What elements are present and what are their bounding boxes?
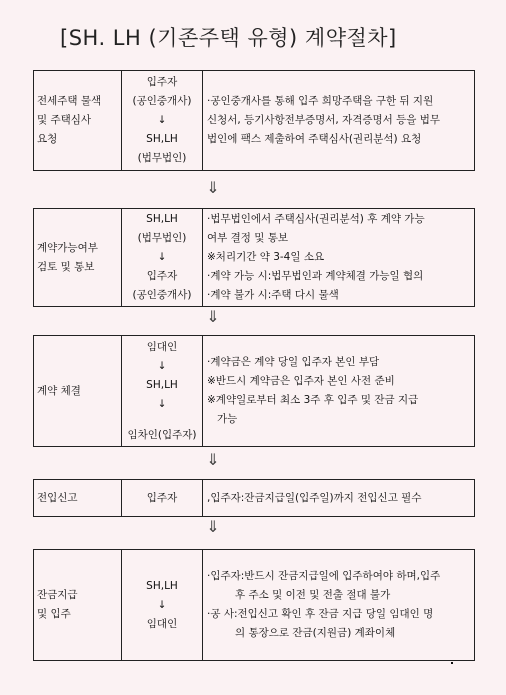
detail-line: ·계약 불가 시:주택 다시 물색 xyxy=(207,289,339,301)
actor-line: 입주자 xyxy=(146,491,178,504)
step-details xyxy=(203,336,474,446)
detail-line: ·계약금은 계약 당일 입주자 본인 부담 xyxy=(207,356,380,368)
detail-line: ※계약일로부터 최소 3주 후 입주 및 잔금 지급 xyxy=(207,394,419,406)
step-actors xyxy=(121,480,203,516)
actor-line: SH,LH xyxy=(146,378,178,391)
detail-line: ※반드시 계약금은 입주자 본인 사전 준비 xyxy=(207,375,395,387)
actor-line: SH,LH xyxy=(146,213,178,225)
actor-line: (공인중개사) xyxy=(132,289,192,301)
step-balance-payment xyxy=(33,549,475,661)
actor-line: SH,LH xyxy=(146,133,178,145)
detail-line: 후 주소 및 이전 및 전출 절대 불가 xyxy=(235,589,391,601)
step-label xyxy=(34,480,121,516)
actor-line: 임차인(입주자) xyxy=(127,428,197,441)
step-move-in-report xyxy=(33,479,475,517)
step-label-line: 잔금지급 xyxy=(37,589,78,601)
step-label-line: 요청 xyxy=(37,133,58,145)
down-arrow-icon: ↓ xyxy=(157,359,167,372)
flow-arrow-icon: ⇓ xyxy=(206,178,220,197)
flow-arrow-icon: ⇓ xyxy=(206,450,220,469)
detail-line: ·법무법인에서 주택심사(권리분석) 후 계약 가능 xyxy=(207,213,425,225)
down-arrow-icon: ↓ xyxy=(157,397,167,410)
step-details xyxy=(203,550,474,660)
actor-line: (공인중개사) xyxy=(132,95,192,107)
detail-line: 법인에 팩스 제출하여 주택심사(권리분석) 요청 xyxy=(207,133,422,145)
step-details xyxy=(203,71,474,170)
step-actors xyxy=(121,209,203,306)
step-label-line: 검토 및 통보 xyxy=(37,260,95,273)
down-arrow-icon: ↓ xyxy=(157,598,167,611)
detail-line: 여부 결정 및 통보 xyxy=(207,232,289,244)
step-label-line: 전입신고 xyxy=(37,491,78,504)
actor-line: 입주자 xyxy=(146,76,178,88)
detail-line: ,입주자:잔금지급일(입주일)까지 전입신고 필수 xyxy=(207,491,422,504)
detail-line: 의 통장으로 잔금(지원금) 계좌이체 xyxy=(235,627,396,639)
actor-line: (법무법인) xyxy=(137,232,187,244)
step-label xyxy=(34,550,121,660)
step-actors xyxy=(121,550,203,660)
step-actors xyxy=(121,336,203,446)
detail-line: ·공 사:전입신고 확인 후 잔금 지급 당일 임대인 명 xyxy=(207,608,434,620)
step-details xyxy=(203,209,474,306)
actor-line: 임대인 xyxy=(146,340,178,353)
step-label-line: 및 주택심사 xyxy=(37,114,92,126)
step-label-line: 및 입주 xyxy=(37,608,71,620)
step-review-notice xyxy=(33,208,475,307)
detail-line: 신청서, 등기사항전부증명서, 자격증명서 등을 법무 xyxy=(207,114,441,126)
step-details xyxy=(203,480,474,516)
down-arrow-icon: ↓ xyxy=(157,251,167,263)
detail-line: ·공인중개사를 통해 입주 희망주택을 구한 뒤 지원 xyxy=(207,95,434,107)
down-arrow-icon: ↓ xyxy=(157,114,167,126)
page-title: [SH. LH (기존주택 유형) 계약절차] xyxy=(60,26,397,50)
flow-arrow-icon: ⇓ xyxy=(206,307,220,326)
flow-arrow-icon: ⇓ xyxy=(206,517,220,536)
trailing-dot xyxy=(451,662,453,664)
step-label-line: 계약 체결 xyxy=(37,384,81,397)
detail-line: ※처리기간 약 3-4일 소요 xyxy=(207,251,325,263)
step-request-review xyxy=(33,70,475,171)
step-label-line: 계약가능여부 xyxy=(37,241,98,254)
step-label xyxy=(34,336,121,446)
detail-line: 가능 xyxy=(217,413,238,425)
actor-line: SH,LH xyxy=(146,579,178,592)
actor-line: (법무법인) xyxy=(137,152,187,164)
actor-line: 입주자 xyxy=(146,270,178,282)
step-contract xyxy=(33,335,475,447)
step-actors xyxy=(121,71,203,170)
step-label xyxy=(34,209,121,306)
actor-line: 임대인 xyxy=(146,617,178,630)
detail-line: ·입주자:반드시 잔금지급일에 입주하여야 하며,입주 xyxy=(207,570,441,582)
detail-line: ·계약 가능 시:법무법인과 계약체결 가능일 협의 xyxy=(207,270,424,282)
step-label xyxy=(34,71,121,170)
step-label-line: 전세주택 물색 xyxy=(37,95,102,107)
